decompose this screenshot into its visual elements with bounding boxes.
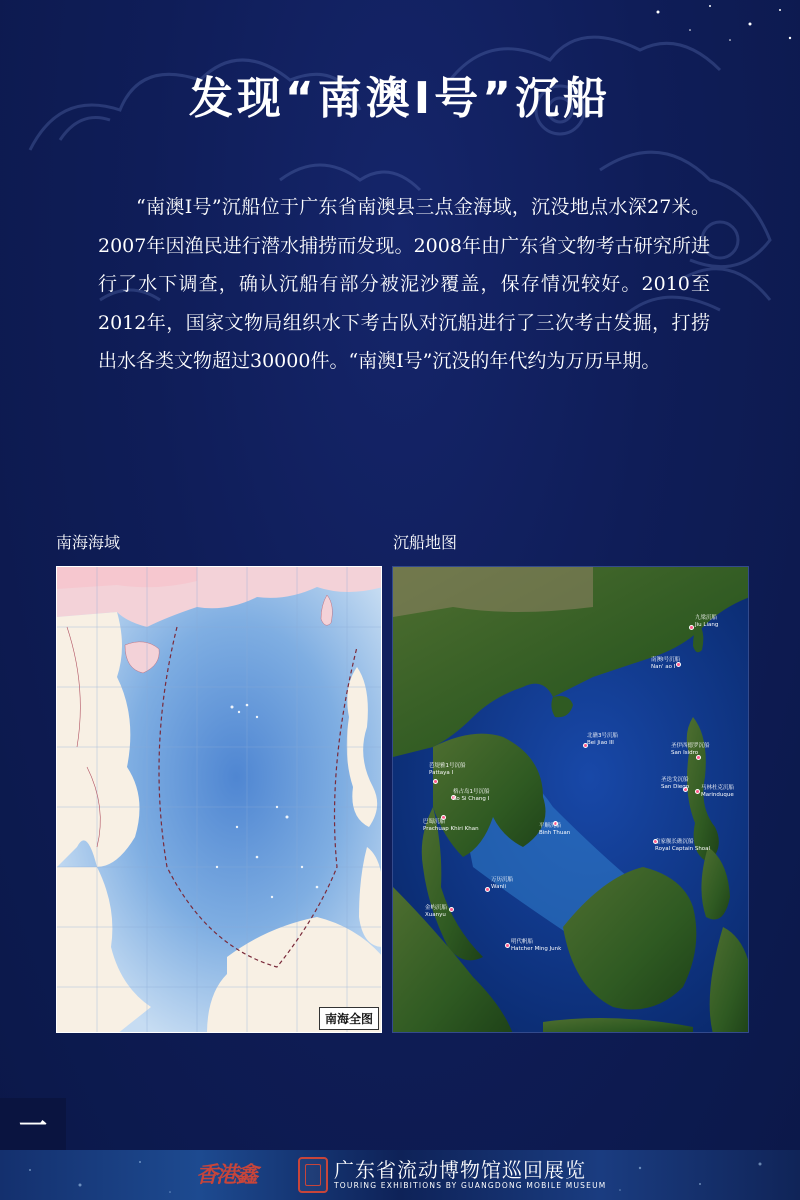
- wreck-marker-marinduque: [695, 789, 700, 794]
- caption-shipwreck-map: 沉船地图: [393, 533, 458, 552]
- wreck-label-hatcher: 明代帆船 Hatcher Ming Junk: [511, 939, 562, 952]
- footer-title: 广东省流动博物馆巡回展览: [334, 1158, 586, 1182]
- wreck-label-san-isidro: 圣伊西德罗沉船 San Isidro: [671, 743, 710, 756]
- wreck-label-bei-jiao: 北礁3号沉船 Bei Jiao III: [587, 733, 618, 746]
- map-title-label: 南海全图: [319, 1007, 379, 1030]
- section-number: 一: [18, 1109, 47, 1142]
- wreck-label-jiu-liang: 九梁沉船 Jiu Liang: [695, 615, 719, 628]
- page-title: 发现“南澳Ⅰ号”沉船: [188, 73, 612, 124]
- wreck-marker-jiu-liang: [689, 625, 694, 630]
- wreck-label-xuanyu: 金屿沉船 Xuanyu: [425, 905, 448, 918]
- body-paragraph: “南澳Ⅰ号”沉船位于广东省南澳县三点金海域，沉没地点水深27米。2007年因渔民进行潜水捕捞而发现。2008年由广东省文物考古研究所进行了水下调查，确认沉船有部分被泥沙覆盖，保存情况较好。2010至2012年，国家文物局组织水下考古队对沉船进行了三次考古发掘，打捞出水各类文物超过30000件。“南澳Ⅰ号”沉没的年代约为万历早期。: [98, 196, 710, 372]
- wreck-label-pattaya: 芭堤雅1号沉船 Pattaya I: [429, 763, 466, 776]
- wreck-label-ko-si-chang: 格占岛1号沉船 Ko Si Chang I: [453, 789, 490, 802]
- museum-seal-icon: [298, 1157, 328, 1193]
- shipwreck-satellite-map: [392, 566, 749, 1033]
- wreck-label-san-diego: 圣迭戈沉船 San Diego: [661, 777, 690, 790]
- footer-banner: [0, 1150, 800, 1200]
- south-china-sea-map: [56, 566, 382, 1033]
- wreck-label-prachuap: 巴蜀沉船 Prachuap Khiri Khan: [423, 819, 479, 832]
- satellite-map-graphic: [393, 567, 749, 1033]
- section-number-badge: [0, 1098, 66, 1150]
- wreck-label-marinduque: 马林杜克沉船 Marinduque: [701, 785, 735, 798]
- caption-south-china-sea: 南海海域: [56, 533, 121, 552]
- wreck-label-binh-thuan: 平顺沉船 Binh Thuan: [539, 823, 571, 836]
- footer-subtitle: TOURING EXHIBITIONS BY GUANGDONG MOBILE MUSEUM: [334, 1181, 607, 1190]
- stars-decoration: [600, 0, 800, 60]
- wreck-label-royal-captain: 皇家舰长礁沉船 Royal Captain Shoal: [655, 839, 711, 852]
- footer-brand-logo: 香港鑫: [196, 1162, 257, 1188]
- wreck-label-wanli: 万历沉船 Wanli: [491, 877, 514, 890]
- wreck-marker-hatcher: [505, 943, 510, 948]
- wreck-marker-pattaya: [433, 779, 438, 784]
- wreck-marker-xuanyu: [449, 907, 454, 912]
- wreck-marker-wanli: [485, 887, 490, 892]
- wreck-label-nan-ao: 南澳Ⅰ号沉船 Nan' ao I: [651, 657, 681, 670]
- sea-map-graphic: [57, 567, 382, 1033]
